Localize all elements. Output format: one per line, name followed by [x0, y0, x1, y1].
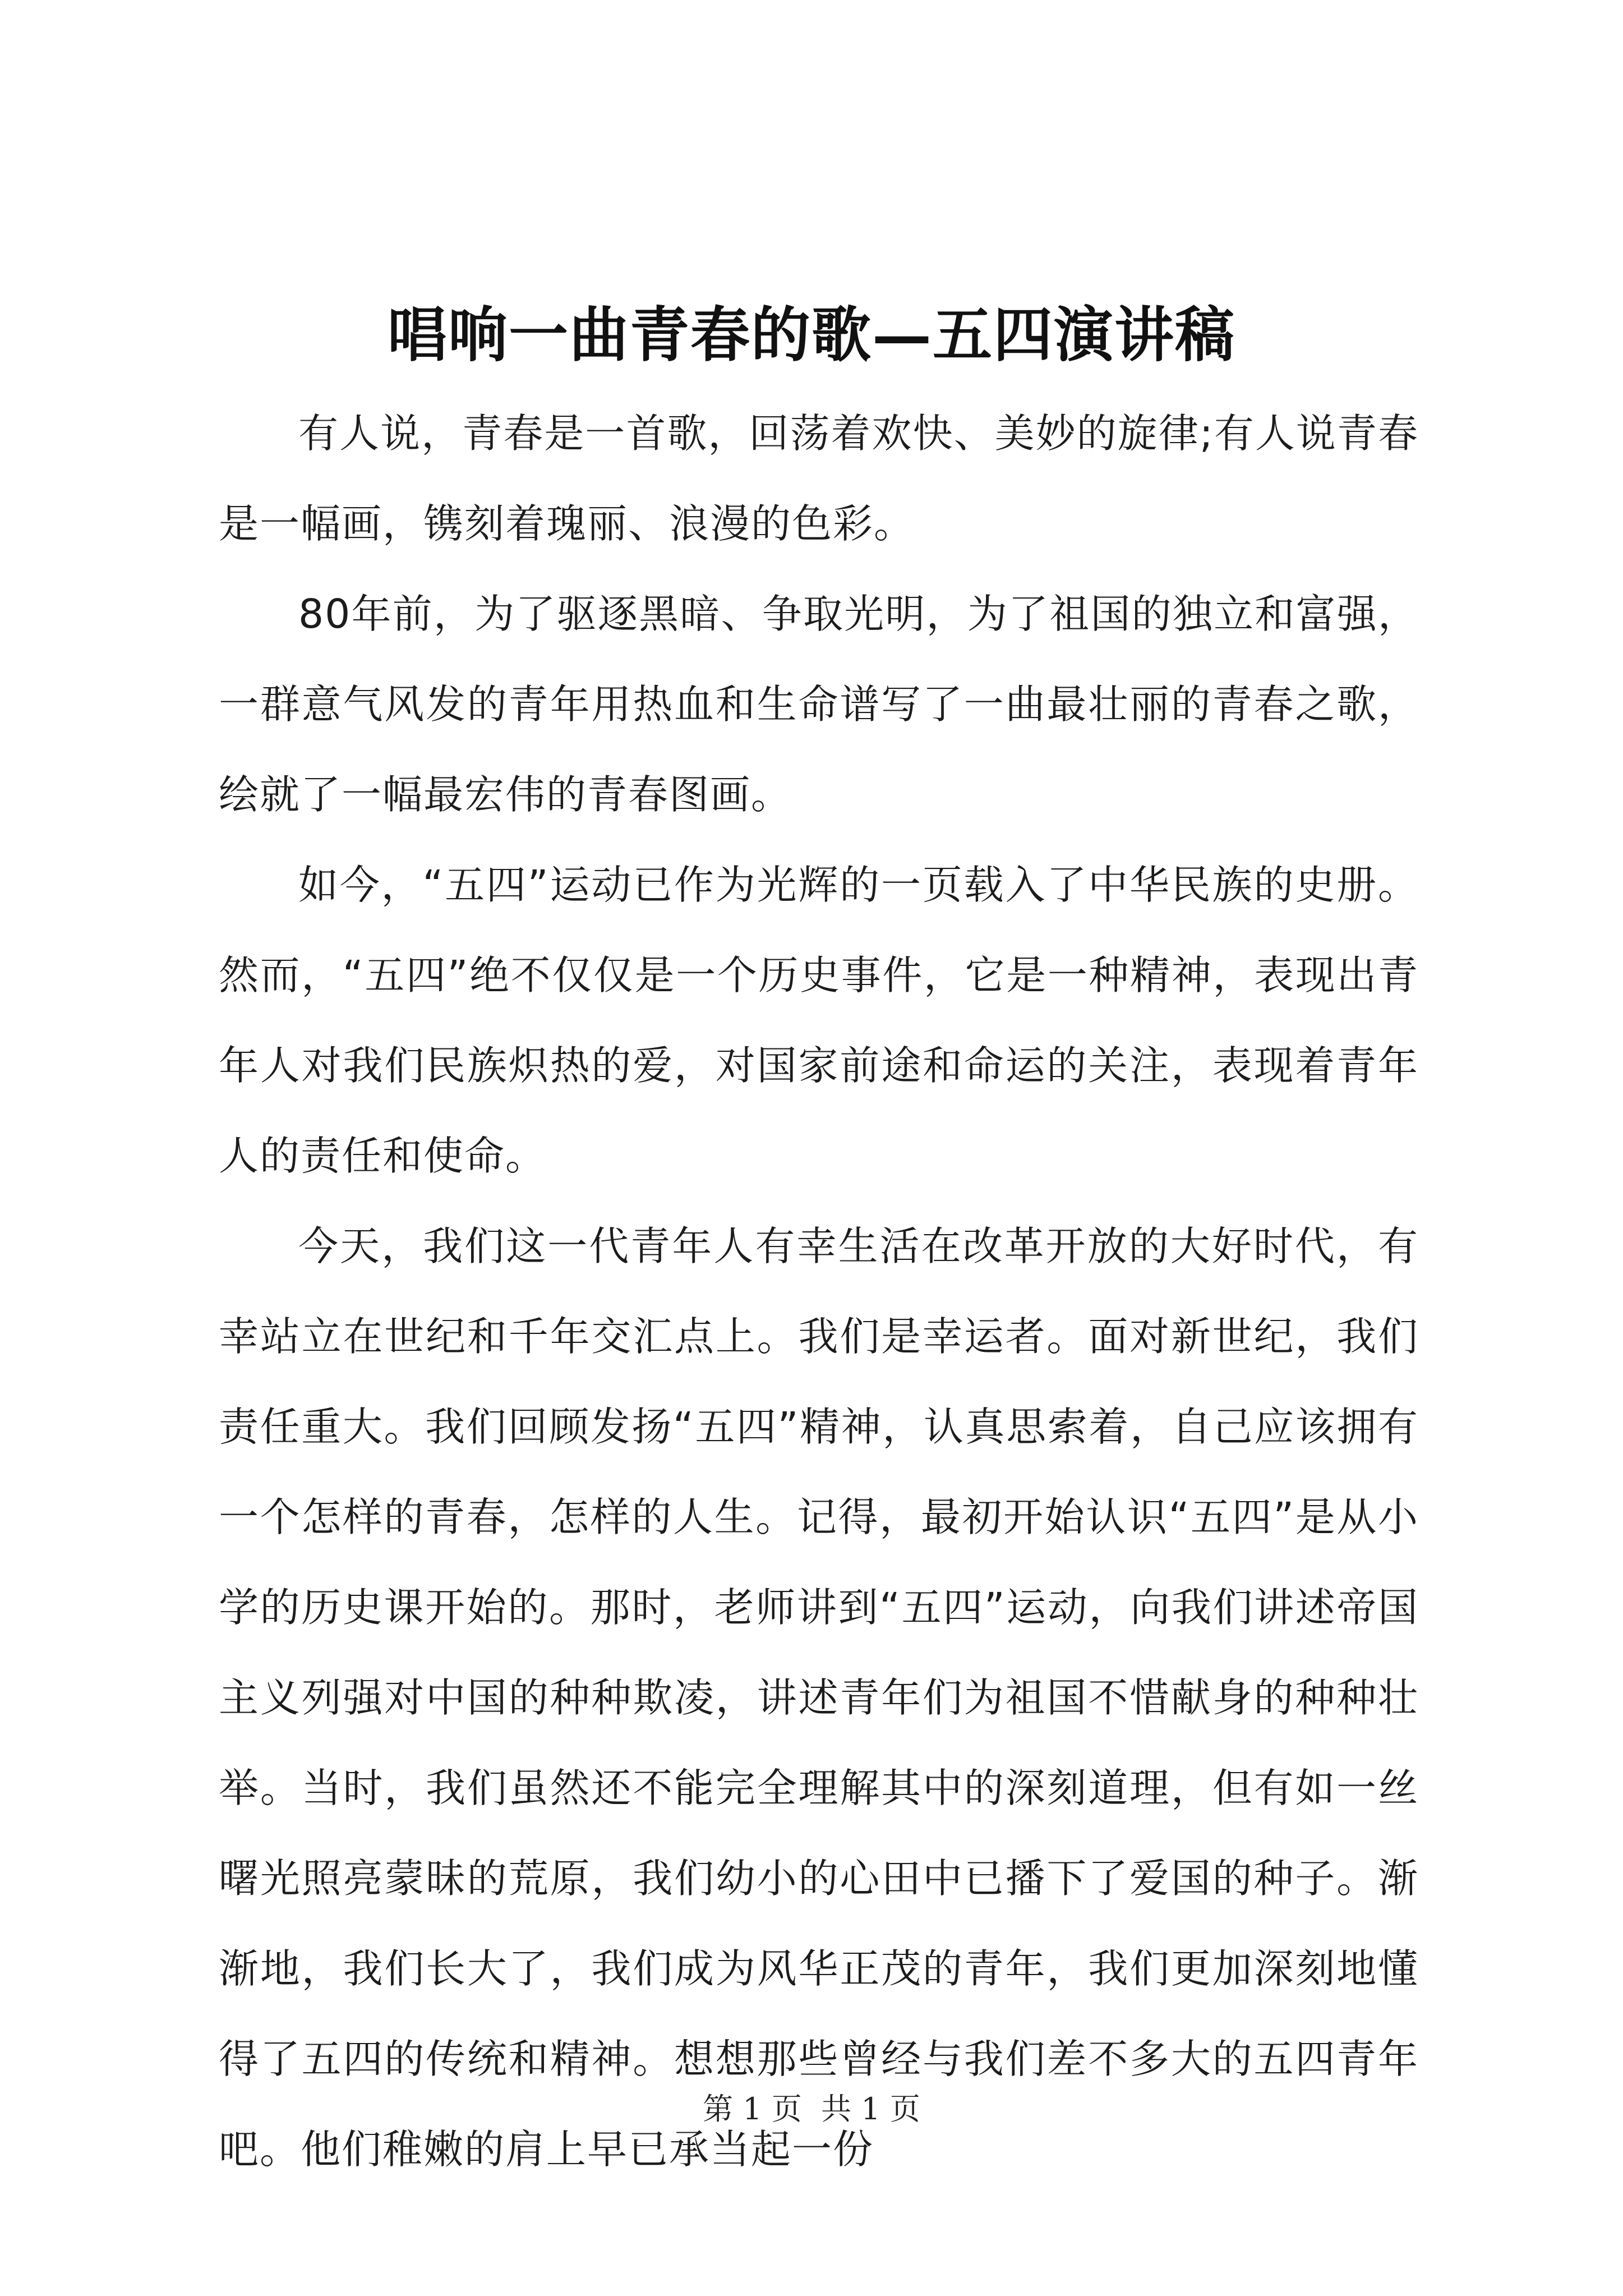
- document-title: 唱响一曲青春的歌—五四演讲稿: [388, 300, 1235, 370]
- paragraph: 有人说，青春是一首歌，回荡着欢快、美妙的旋律;有人说青春是一幅画，镌刻着瑰丽、浪漫的色彩。: [219, 410, 1419, 547]
- paragraph: 今天，我们这一代青年人有幸生活在改革开放的大好时代，有幸站立在世纪和千年交汇点上。我们是幸运者。面对新世纪，我们责任重大。我们回顾发扬“五四”精神，认真思索着，自己应该拥有一个怎样的青春，怎样的人生。记得，最初开始认识“五四”是从小学的历史课开始的。那时，老师讲到“五四”运动，向我们讲述帝国主义列强对中国的种种欺凌，讲述青年们为祖国不惜献身的种种壮举。当时，我们虽然还不能完全理解其中的深刻道理，但有如一丝曙光照亮蒙昧的荒原，我们幼小的心田中已播下了爱国的种子。渐渐地，我们长大了，我们成为风华正茂的青年，我们更加深刻地懂得了五四的传统和精神。想想那些曾经与我们差不多大的五四青年吧。他们稚嫩的肩上早已承当起一份: [219, 1223, 1419, 2173]
- paragraph: 如今，“五四”运动已作为光辉的一页载入了中华民族的史册。然而，“五四”绝不仅仅是一个历史事件，它是一种精神，表现出青年人对我们民族炽热的爱，对国家前途和命运的关注，表现着青年人的责任和使命。: [219, 862, 1419, 1179]
- page-footer: 第 1 页 共 1 页: [703, 2091, 920, 2127]
- document-body: [219, 388, 1419, 2194]
- paragraph: 80年前，为了驱逐黑暗、争取光明，为了祖国的独立和富强，一群意气风发的青年用热血和生命谱写了一曲最壮丽的青春之歌，绘就了一幅最宏伟的青春图画。: [219, 591, 1419, 818]
